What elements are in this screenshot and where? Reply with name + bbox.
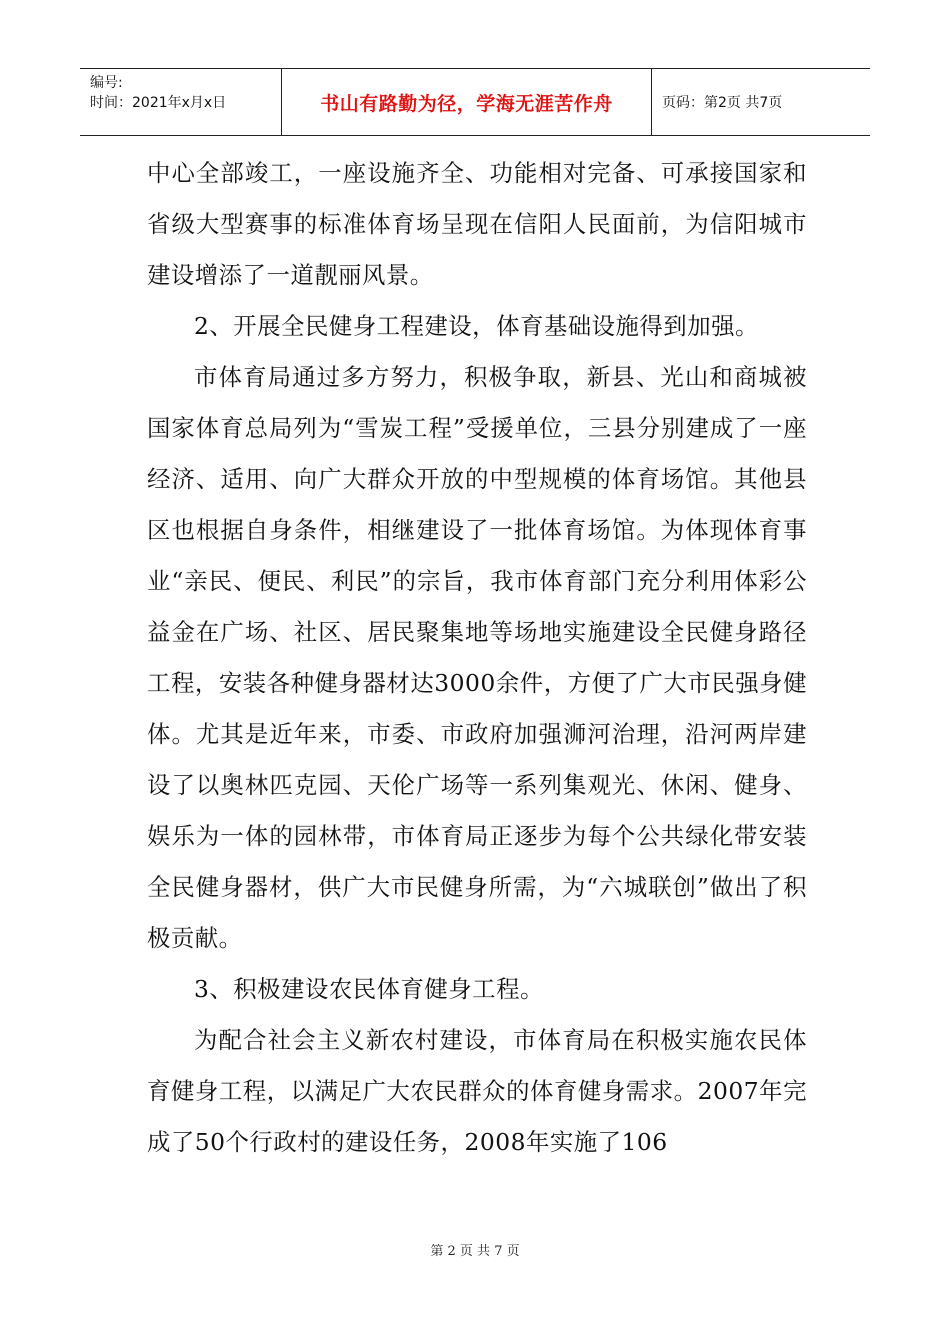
document-number-label: 编号: bbox=[90, 75, 123, 91]
paragraph-1: 中心全部竣工，一座设施齐全、功能相对完备、可承接国家和省级大型赛事的标准体育场呈现在信阳人民面前，为信阳城市建设增添了一道靓丽风景。 bbox=[147, 159, 807, 289]
paragraph-2-heading: 2、开展全民健身工程建设，体育基础设施得到加强。 bbox=[194, 312, 759, 340]
paragraph-5: 为配合社会主义新农村建设，市体育局在积极实施农民体育健身工程，以满足广大农民群众的体育健身需求。2007年完成了50个行政村的建设任务，2008年实施了106 bbox=[147, 1026, 807, 1156]
header-meta bbox=[80, 69, 282, 135]
paragraph-4-heading: 3、积极建设农民体育健身工程。 bbox=[194, 975, 544, 1003]
page-footer: 第 2 页 共 7 页 bbox=[430, 1244, 520, 1259]
header-page-info: 页码：第2页 共7页 bbox=[662, 95, 783, 111]
header-motto: 书山有路勤为径，学海无涯苦作舟 bbox=[282, 69, 652, 135]
paragraph-3: 市体育局通过多方努力，积极争取，新县、光山和商城被国家体育总局列为“雪炭工程”受援单位，三县分别建成了一座经济、适用、向广大群众开放的中型规模的体育场馆。其他县区也根据自身条件，相继建设了一批体育场馆。为体现体育事业“亲民、便民、利民”的宗旨，我市体育部门充分利用体彩公益金在广场、社区、居民聚集地等场地实施建设全民健身路径工程，安装各种健身器材达3000余件，方便了广大市民强身健体。尤其是近年来，市委、市政府加强浉河治理，沿河两岸建设了以奥林匹克园、天伦广场等一系列集观光、休闲、健身、娱乐为一体的园林带，市体育局正逐步为每个公共绿化带安装全民健身器材，供广大市民健身所需，为“六城联创”做出了积极贡献。 bbox=[147, 363, 807, 952]
document-time-label: 时间：2021年x月x日 bbox=[90, 95, 227, 111]
document-body bbox=[147, 148, 807, 1168]
page-header bbox=[80, 68, 870, 136]
